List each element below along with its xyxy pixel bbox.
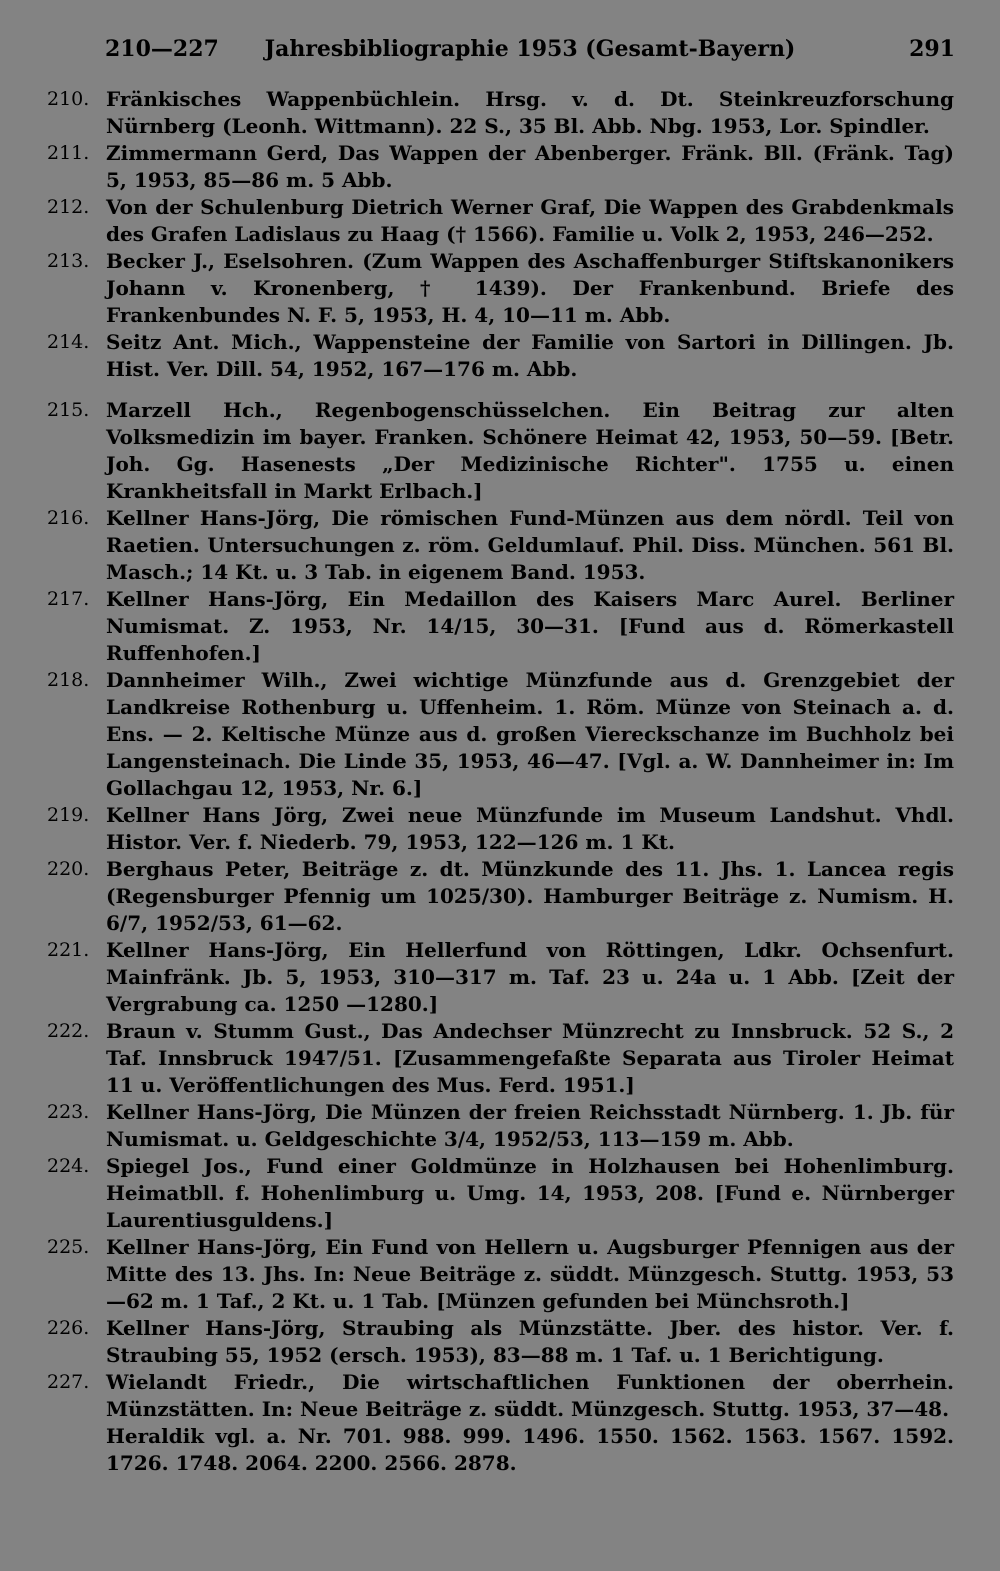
bibliography-entry <box>0 86 1000 140</box>
entry-text: Kellner Hans-Jörg, Straubing als Münzstätte. Jber. des histor. Ver. f. Straubing 55, 1952 (ersch. 1953), 83—88 m. 1 Taf. u. 1 Berichtigung. <box>106 1316 954 1367</box>
entry-number: 217. <box>47 588 90 610</box>
entry-number: 225. <box>47 1236 90 1258</box>
entry-text: Braun v. Stumm Gust., Das Andechser Münzrecht zu Innsbruck. 52 S., 2 Taf. Innsbruck 1947/51. [Zusammengefaßte Separata aus Tiroler Heimat 11 u. Veröffentlichungen des Mus. Ferd. 1951.] <box>106 1019 954 1097</box>
bibliography-entry <box>0 397 1000 505</box>
bibliography-entry <box>0 802 1000 856</box>
entry-text: Kellner Hans-Jörg, Ein Fund von Hellern u. Augsburger Pfennigen aus der Mitte des 13. Jhs. In: Neue Beiträge z. süddt. Münzgesch. Stuttg. 1953, 53—62 m. 1 Taf., 2 Kt. u. 1 Tab. [Münzen gefunden bei Münchsroth.] <box>106 1235 954 1313</box>
entry-text: Kellner Hans-Jörg, Die römischen Fund-Münzen aus dem nördl. Teil von Raetien. Untersuchungen z. röm. Geldumlauf. Phil. Diss. München. 561 Bl. Masch.; 14 Kt. u. 3 Tab. in eigenem Band. 1953. <box>106 506 954 584</box>
bibliography-entry <box>0 1234 1000 1315</box>
entry-number: 212. <box>47 196 90 218</box>
bibliography-entry <box>0 329 1000 383</box>
entry-text: Kellner Hans Jörg, Zwei neue Münzfunde im Museum Landshut. Vhdl. Histor. Ver. f. Niederb. 79, 1953, 122—126 m. 1 Kt. <box>106 803 954 854</box>
entry-number: 226. <box>47 1317 90 1339</box>
entry-text: Kellner Hans-Jörg, Ein Hellerfund von Röttingen, Ldkr. Ochsenfurt. Mainfränk. Jb. 5, 1953, 310—317 m. Taf. 23 u. 24a u. 1 Abb. [Zeit der Vergrabung ca. 1250 —1280.] <box>106 938 954 1016</box>
bibliography-entry <box>0 586 1000 667</box>
bibliography-list <box>0 86 1000 1477</box>
entry-number: 216. <box>47 507 90 529</box>
page-number: 291 <box>909 36 955 62</box>
bibliography-entry <box>0 1369 1000 1423</box>
entry-number: 211. <box>47 142 90 164</box>
running-title: Jahresbibliographie 1953 (Gesamt-Bayern) <box>264 36 796 62</box>
entry-number: 224. <box>47 1155 90 1177</box>
bibliography-entry <box>0 667 1000 802</box>
entry-number: 210. <box>47 88 90 110</box>
bibliography-entry <box>0 248 1000 329</box>
entry-text: Kellner Hans-Jörg, Ein Medaillon des Kaisers Marc Aurel. Berliner Numismat. Z. 1953, Nr. 14/15, 30—31. [Fund aus d. Römerkastell Ruffenhofen.] <box>106 587 954 665</box>
bibliography-entry <box>0 856 1000 937</box>
entry-number: 215. <box>47 399 90 421</box>
bibliography-entry <box>0 1018 1000 1099</box>
entry-number: 218. <box>47 669 90 691</box>
entry-text: Seitz Ant. Mich., Wappensteine der Familie von Sartori in Dillingen. Jb. Hist. Ver. Dill. 54, 1952, 167—176 m. Abb. <box>106 330 954 381</box>
entry-number: 227. <box>47 1371 90 1393</box>
entry-range: 210—227 <box>105 36 219 62</box>
entry-text: Zimmermann Gerd, Das Wappen der Abenberger. Fränk. Bll. (Fränk. Tag) 5, 1953, 85—86 m. 5 Abb. <box>106 141 954 192</box>
entry-text: Berghaus Peter, Beiträge z. dt. Münzkunde des 11. Jhs. 1. Lancea regis (Regensburger Pfennig um 1025/30). Hamburger Beiträge z. Numism. H. 6/7, 1952/53, 61—62. <box>106 857 954 935</box>
entry-number: 222. <box>47 1020 90 1042</box>
bibliography-entry <box>0 1423 1000 1477</box>
entry-text: Heraldik vgl. a. Nr. 701. 988. 999. 1496. 1550. 1562. 1563. 1567. 1592. 1726. 1748. 2064. 2200. 2566. 2878. <box>106 1424 954 1475</box>
entry-number: 223. <box>47 1101 90 1123</box>
entry-text: Kellner Hans-Jörg, Die Münzen der freien Reichsstadt Nürnberg. 1. Jb. für Numismat. u. Geldgeschichte 3/4, 1952/53, 113—159 m. Abb. <box>106 1100 954 1151</box>
entry-text: Fränkisches Wappenbüchlein. Hrsg. v. d. Dt. Steinkreuzforschung Nürnberg (Leonh. Wittmann). 22 S., 35 Bl. Abb. Nbg. 1953, Lor. Spindler. <box>106 87 954 138</box>
entry-number: 213. <box>47 250 90 272</box>
bibliography-entry <box>0 1315 1000 1369</box>
bibliography-entry <box>0 194 1000 248</box>
entry-number: 220. <box>47 858 90 880</box>
bibliography-entry <box>0 937 1000 1018</box>
entry-text: Spiegel Jos., Fund einer Goldmünze in Holzhausen bei Hohenlimburg. Heimatbll. f. Hohenlimburg u. Umg. 14, 1953, 208. [Fund e. Nürnberger Laurentiusguldens.] <box>106 1154 954 1232</box>
entry-text: Wielandt Friedr., Die wirtschaftlichen Funktionen der oberrhein. Münzstätten. In: Neue Beiträge z. süddt. Münzgesch. Stuttg. 1953, 37—48. <box>106 1370 954 1421</box>
entry-text: Dannheimer Wilh., Zwei wichtige Münzfunde aus d. Grenzgebiet der Landkreise Rothenburg u. Uffenheim. 1. Röm. Münze von Steinach a. d. Ens. — 2. Keltische Münze aus d. großen Viereckschanze im Buchholz bei Langensteinach. Die Linde 35, 1953, 46—47. [Vgl. a. W. Dannheimer in: Im Gollachgau 12, 1953, Nr. 6.] <box>106 668 954 800</box>
bibliography-entry <box>0 505 1000 586</box>
bibliography-entry <box>0 1099 1000 1153</box>
entry-number: 214. <box>47 331 90 353</box>
entry-number: 219. <box>47 804 90 826</box>
page-header <box>105 36 955 66</box>
entry-text: Becker J., Eselsohren. (Zum Wappen des Aschaffenburger Stiftskanonikers Johann v. Kronenberg, † 1439). Der Frankenbund. Briefe des Frankenbundes N. F. 5, 1953, H. 4, 10—11 m. Abb. <box>106 249 954 327</box>
bibliography-entry <box>0 1153 1000 1234</box>
entry-text: Marzell Hch., Regenbogenschüsselchen. Ein Beitrag zur alten Volksmedizin im bayer. Franken. Schönere Heimat 42, 1953, 50—59. [Betr. Joh. Gg. Hasenests „Der Medizinische Richter". 1755 u. einen Krankheitsfall in Markt Erlbach.] <box>106 398 954 503</box>
entry-number: 221. <box>47 939 90 961</box>
bibliography-entry <box>0 140 1000 194</box>
entry-text: Von der Schulenburg Dietrich Werner Graf, Die Wappen des Grabdenkmals des Grafen Ladislaus zu Haag († 1566). Familie u. Volk 2, 1953, 246—252. <box>106 195 954 246</box>
